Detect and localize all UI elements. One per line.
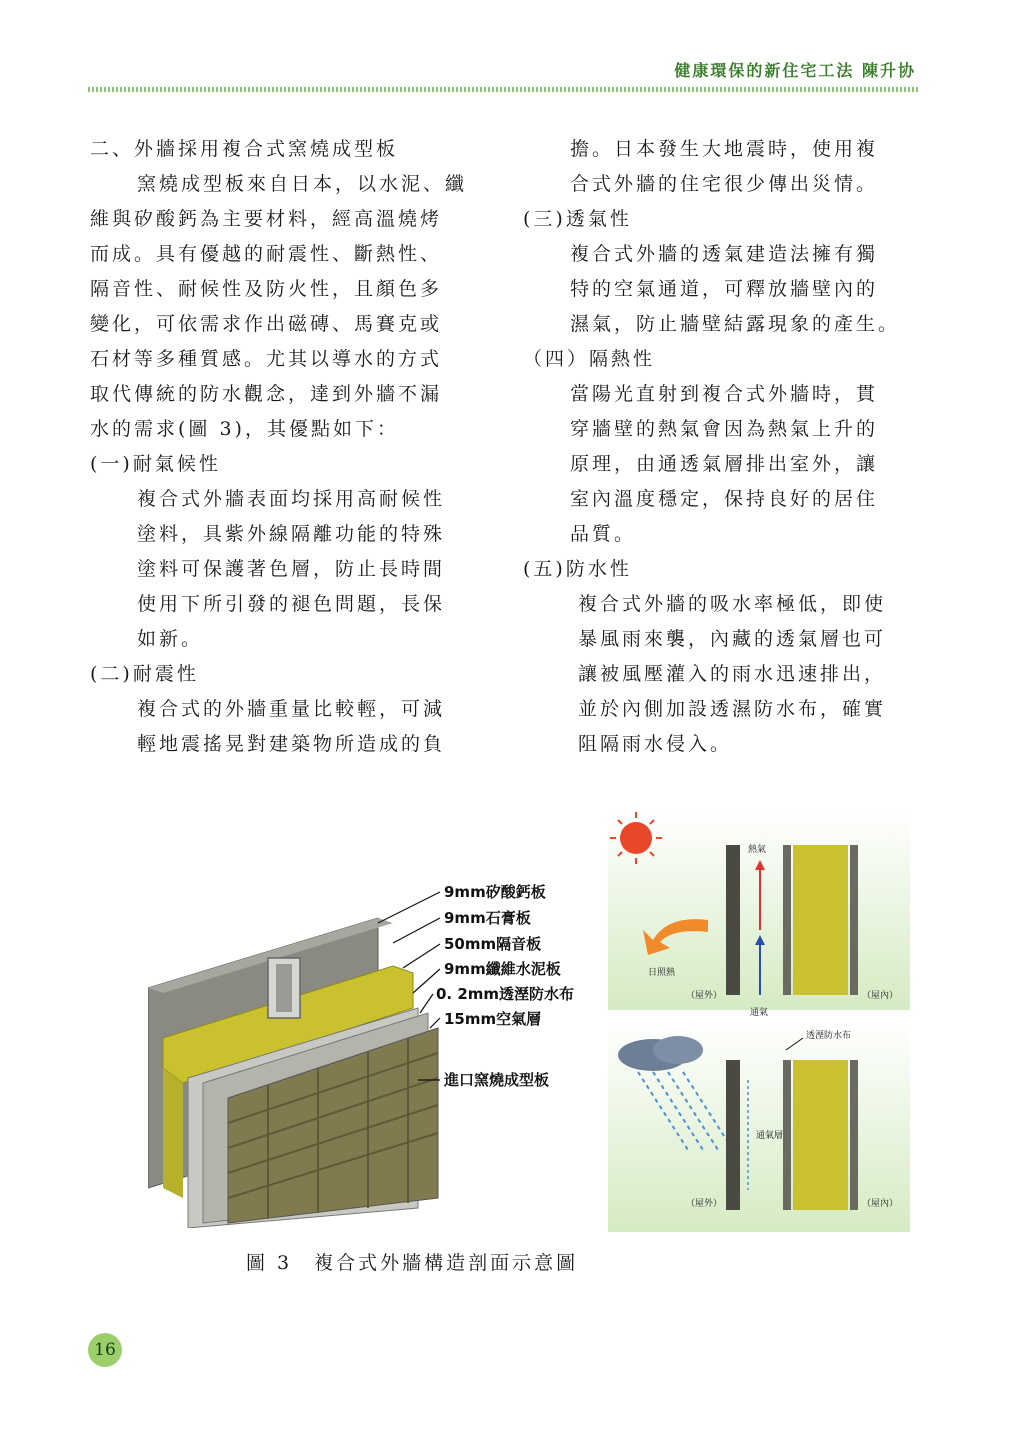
text-line: 複合式外牆的透氣建造法擁有獨	[570, 243, 879, 265]
text-line: 取代傳統的防水觀念，達到外牆不漏	[90, 383, 443, 405]
text-line: 濕氣，防止牆壁結露現象的產生。	[570, 313, 901, 335]
outer-panel-upper	[726, 845, 740, 995]
label-membrane-small: 透溼防水布	[806, 1031, 852, 1041]
text-line: 變化，可依需求作出磁磚、馬賽克或	[90, 313, 443, 335]
header-divider	[88, 87, 918, 92]
insulation-upper	[793, 845, 848, 995]
insulation-front	[163, 1068, 183, 1198]
ventilation-diagram-figure	[608, 810, 910, 1232]
text-line: 塗料可保護著色層，防止長時間	[137, 558, 446, 580]
label-ventilation: 通氣	[750, 1008, 769, 1018]
text-line: 如新。	[137, 628, 204, 650]
page-number: 16	[88, 1333, 122, 1367]
figure-caption	[246, 1248, 578, 1275]
right-text-column	[523, 132, 923, 762]
left-text-column	[90, 132, 490, 762]
text-line: 擔。日本發生大地震時，使用複	[570, 138, 879, 160]
label-gypsum: 9mm石膏板	[444, 909, 531, 927]
label-indoor-upper: （屋內）	[862, 991, 899, 1001]
text-line: 合式外牆的住宅很少傳出災情。	[570, 173, 879, 195]
text-line: 石材等多種質感。尤其以導水的方式	[90, 348, 443, 370]
label-indoor-lower: （屋內）	[862, 1199, 899, 1209]
text-line: 暴風雨來襲，內藏的透氣層也可	[578, 628, 887, 650]
label-kiln-fired-panel: 進口窯燒成型板	[444, 1071, 550, 1089]
label-air-layer: 15mm空氣層	[444, 1010, 542, 1028]
text-line: 讓被風壓灌入的雨水迅速排出，	[578, 663, 887, 685]
text-line: （四）隔熱性	[523, 348, 656, 370]
text-line: (二)耐震性	[90, 663, 199, 685]
text-line: 穿牆壁的熱氣會因為熱氣上升的	[570, 418, 879, 440]
text-line: 特的空氣通道，可釋放牆壁內的	[570, 278, 879, 300]
wall-cross-section-figure	[148, 868, 588, 1228]
label-membrane: 0. 2mm透溼防水布	[436, 985, 575, 1003]
label-calcium-silicate: 9mm矽酸鈣板	[444, 883, 546, 901]
label-sunshine-heat: 日照熱	[648, 968, 676, 978]
text-line: 阻隔雨水侵入。	[578, 733, 733, 755]
text-line: (一)耐氣候性	[90, 453, 221, 475]
text-line: 二、外牆採用複合式窯燒成型板	[90, 138, 399, 160]
text-line: (五)防水性	[523, 558, 632, 580]
text-line: 輕地震搖晃對建築物所造成的負	[137, 733, 446, 755]
text-line: 而成。具有優越的耐震性、斷熱性、	[90, 243, 443, 265]
insulation-lower	[793, 1060, 848, 1210]
text-line: 複合式外牆表面均採用高耐候性	[137, 488, 446, 510]
text-line: 並於內側加設透濕防水布，確實	[578, 698, 887, 720]
label-sound-insulation: 50mm隔音板	[444, 935, 542, 953]
figure-caption-text: 複合式外牆構造剖面示意圖	[314, 1252, 579, 1274]
text-line: 使用下所引發的褪色問題，長保	[137, 593, 446, 615]
label-outdoor-upper: （屋外）	[686, 991, 723, 1001]
text-line: 當陽光直射到複合式外牆時，貫	[570, 383, 879, 405]
text-line: 品質。	[570, 523, 637, 545]
text-line: 塗料，具紫外線隔離功能的特殊	[137, 523, 446, 545]
text-line: 複合式外牆的吸水率極低，即使	[578, 593, 887, 615]
running-header: 健康環保的新住宅工法 陳升协	[674, 61, 916, 80]
outer-panel-lower	[726, 1060, 740, 1210]
text-line: 室內溫度穩定，保持良好的居住	[570, 488, 879, 510]
text-line: (三)透氣性	[523, 208, 632, 230]
label-fiber-cement: 9mm纖維水泥板	[444, 960, 561, 978]
label-outdoor-lower: （屋外）	[686, 1199, 723, 1209]
label-ventilation-layer: 通氣層	[756, 1131, 784, 1141]
text-line: 隔音性、耐候性及防火性，且顏色多	[90, 278, 443, 300]
figure-number: 圖 3	[246, 1252, 293, 1274]
text-line: 水的需求(圖 3)，其優點如下：	[90, 418, 399, 440]
text-line: 複合式的外牆重量比較輕，可減	[137, 698, 446, 720]
text-line: 原理，由通透氣層排出室外，讓	[570, 453, 879, 475]
label-hot-air: 熱氣	[748, 845, 767, 855]
text-line: 窯燒成型板來自日本，以水泥、纖	[137, 173, 468, 195]
text-line: 維與矽酸鈣為主要材料，經高溫燒烤	[90, 208, 443, 230]
